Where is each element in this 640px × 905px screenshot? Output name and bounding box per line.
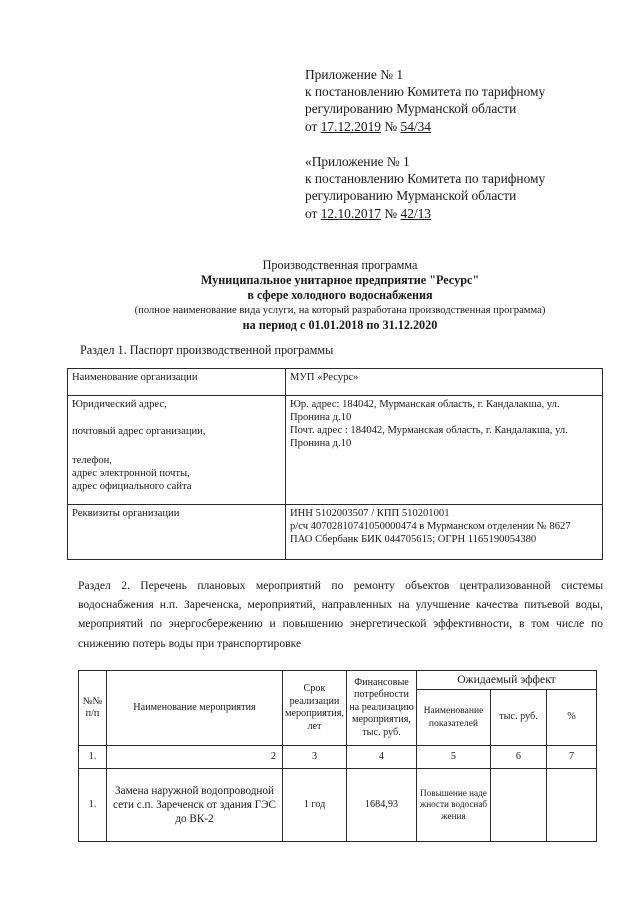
passport-value-legal: Юр. адрес: 184042, Мурманская область, г. Кандалакша, ул. Пронина д.10 [290, 399, 560, 423]
col-number-5: 5 [416, 746, 490, 769]
program-period: на период с 01.01.2018 по 31.12.2020 [242, 318, 438, 332]
appendix-previous-line1: «Приложение № 1 [305, 154, 410, 169]
appendix-previous-line3: регулированию Мурманской области [305, 188, 517, 204]
appendix-current-line1: Приложение № 1 [305, 67, 404, 82]
appendix-previous-prefix: от [305, 205, 318, 221]
row1-name: Замена наружной водопроводной сети с.п. Зареченск от здания ГЭС до ВК-2 [107, 769, 283, 842]
col-number-4: 4 [346, 746, 416, 769]
program-heading [60, 258, 620, 333]
header-percent: % [546, 690, 596, 746]
passport-row-address [68, 396, 603, 505]
appendix-current-num-prefix: № [384, 118, 398, 134]
passport-value-name: МУП «Ресурс» [286, 369, 603, 396]
passport-label-phone: телефон, [72, 455, 112, 466]
row1-num: 1. [79, 769, 107, 842]
passport-value-inn: ИНН 5102003507 / КПП 510201001 [290, 508, 450, 519]
passport-label-site: адрес официального сайта [72, 481, 192, 492]
program-org: Муниципальное унитарное предприятие "Ресурс" [200, 273, 480, 287]
appendix-current-line2: к постановлению Комитета по тарифному [305, 84, 546, 100]
appendix-current-line3: регулированию Мурманской области [305, 101, 517, 117]
passport-label-address [68, 396, 286, 505]
appendix-current-prefix: от [305, 118, 318, 134]
program-note: (полное наименование вида услуги, на который разработана производственная программа) [134, 305, 546, 316]
header-effect: Ожидаемый эффект [416, 671, 596, 690]
passport-label-name: Наименование организации [68, 369, 286, 396]
header-name: Наименование мероприятия [107, 671, 283, 746]
passport-label-legal: Юридический адрес, [72, 399, 167, 410]
table-row [79, 769, 597, 842]
appendix-current-number: 54/34 [400, 118, 432, 134]
passport-table [67, 368, 603, 560]
appendix-current-date: 17.12.2019 [320, 118, 381, 134]
row1-finance: 1684,93 [346, 769, 416, 842]
program-sphere: в сфере холодного водоснабжения [247, 288, 433, 302]
passport-value-account: р/сч 40702810741050000474 в Мурманском отделении № 8627 [290, 521, 571, 532]
passport-label-email: адрес электронной почты, [72, 468, 190, 479]
header-thousand: тыс. руб. [490, 690, 546, 746]
passport-value-address [286, 396, 603, 505]
col-number-3: 3 [283, 746, 347, 769]
appendix-current [305, 66, 605, 135]
passport-row-name [68, 369, 603, 396]
col-number-7: 7 [546, 746, 596, 769]
header-indicator: Наименование показателей [416, 690, 490, 746]
section1-label: Раздел 1. Паспорт производственной программы [80, 343, 334, 357]
passport-value-postal: Почт. адрес : 184042, Мурманская область, г. Кандалакша, ул. Пронина д.10 [290, 425, 568, 449]
measures-table [78, 670, 597, 842]
appendix-previous-number: 42/13 [400, 205, 432, 221]
passport-label-postal: почтовый адрес организации, [72, 426, 206, 437]
appendix-previous [305, 153, 605, 222]
passport-value-requisites [286, 505, 603, 560]
col-number-6: 6 [490, 746, 546, 769]
col-number-2: 2 [107, 746, 283, 769]
col-number-1: 1. [79, 746, 107, 769]
section2-text: Раздел 2. Перечень плановых мероприятий по ремонту объектов централизованной системы водоснабжения н.п. Зареченска, мероприятий, направленных на улучшение качества питьевой воды, мероприятий по энергосбережению и повышению энергетической эффективности, в том числе по снижению потерь воды при транспортировке [78, 579, 603, 650]
passport-label-requisites: Реквизиты организации [68, 505, 286, 560]
row1-thousand [490, 769, 546, 842]
header-finance: Финансовые потребности на реализацию мероприятия, тыс. руб. [346, 671, 416, 746]
measures-number-row [79, 746, 597, 769]
program-title: Производственная программа [262, 258, 418, 272]
measures-header-row1 [79, 671, 597, 690]
appendix-previous-date-line [305, 205, 605, 222]
appendix-current-date-line [305, 118, 605, 135]
header-num: №№ п/п [79, 671, 107, 746]
row1-indicator: Повышение надежности водоснабжения [416, 769, 490, 842]
passport-row-requisites [68, 505, 603, 560]
appendix-previous-line2: к постановлению Комитета по тарифному [305, 171, 546, 187]
appendix-previous-num-prefix: № [384, 205, 398, 221]
passport-value-bank: ПАО Сбербанк БИК 044705615; ОГРН 1165190054380 [290, 534, 537, 545]
appendix-previous-date: 12.10.2017 [320, 205, 381, 221]
row1-percent [546, 769, 596, 842]
header-term: Срок реализации мероприятия, лет [283, 671, 347, 746]
row1-term: 1 год [283, 769, 347, 842]
